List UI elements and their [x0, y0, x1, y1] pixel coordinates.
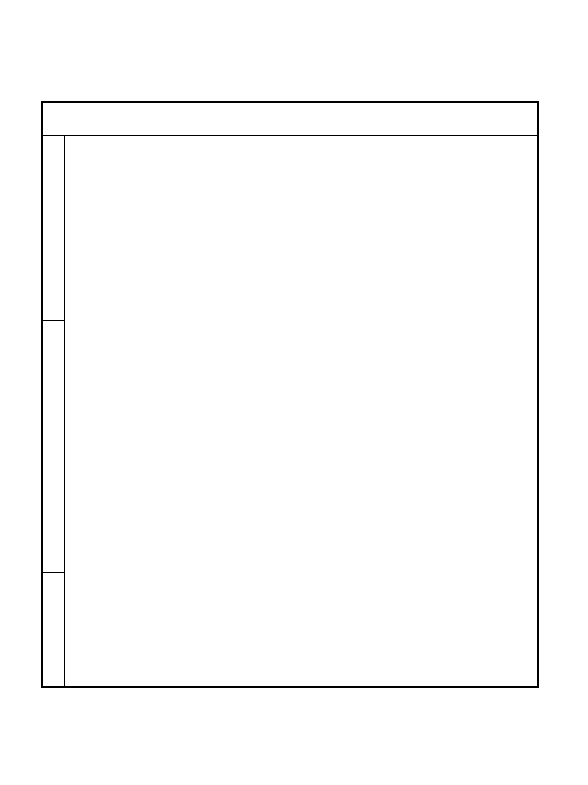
expense-section-label: [43, 321, 65, 573]
debt-section-label: [43, 573, 65, 688]
household-budget-form: [41, 101, 539, 688]
income-section-label: [43, 136, 65, 321]
title-bar: [43, 103, 537, 136]
